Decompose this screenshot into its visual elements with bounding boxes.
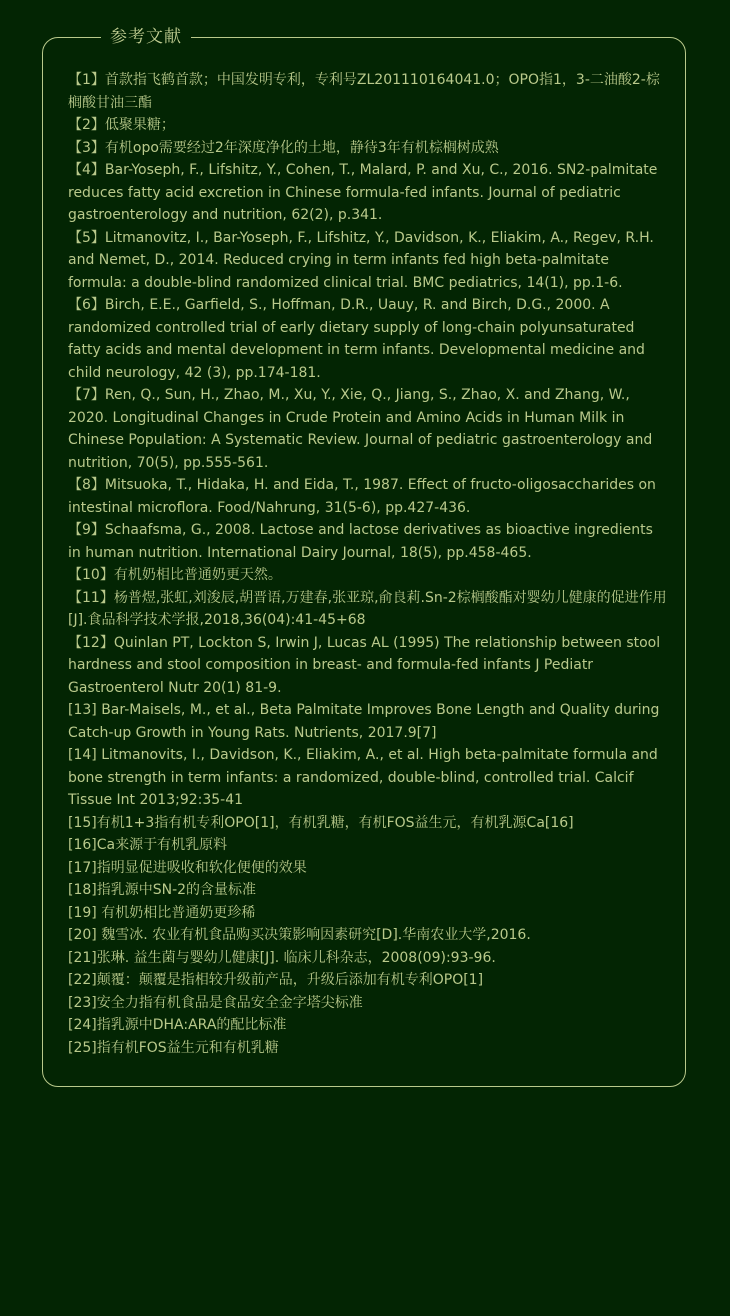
reference-item-2: 【2】低聚果糖； [68, 117, 175, 133]
reference-item-23: [23]安全力指有机食品是食品安全金字塔尖标准 [68, 994, 363, 1011]
reference-item-8: 【8】Mitsuoka, T., Hidaka, H. and Eida, T., 1987. Effect of fructo‐oligosaccharides on intestinal microflora. Food/Nahrung, 31(5‐6), pp.427-436. [68, 477, 656, 516]
reference-item-11: 【11】杨普煜,张虹,刘浚辰,胡晋语,万建春,张亚琼,俞良莉.Sn-2棕榈酸酯对婴幼儿健康的促进作用[J].食品科学技术学报,2018,36(04):41-45+68 [68, 589, 667, 628]
reference-item-15: [15]有机1+3指有机专利OPO[1]，有机乳糖，有机FOS益生元，有机乳源Ca[16] [68, 814, 574, 831]
reference-item-7: 【7】Ren, Q., Sun, H., Zhao, M., Xu, Y., Xie, Q., Jiang, S., Zhao, X. and Zhang, W., 2020. Longitudinal Changes in Crude Protein and Amino Acids in Human Milk in Chinese Population: A Systematic Review. Journal of pediatric gastroenterology and nutrition, 70(5), pp.555-561. [68, 387, 653, 471]
reference-item-19: [19] 有机奶相比普通奶更珍稀 [68, 904, 256, 921]
reference-item-12: 【12】Quinlan PT, Lockton S, Irwin J, Lucas AL (1995) The relationship between stool hardness and stool composition in breast- and formula-fed infants J Pediatr Gastroenterol Nutr 20(1) 81-9. [68, 634, 661, 696]
reference-item-4: 【4】Bar-Yoseph, F., Lifshitz, Y., Cohen, T., Malard, P. and Xu, C., 2016. SN2-palmitate reduces fatty acid excretion in Chinese formula-fed infants. Journal of pediatric gastroenterology and nutrition, 62(2), p.341. [68, 162, 658, 223]
reference-item-3: 【3】有机opo需要经过2年深度净化的土地，静待3年有机棕榈树成熟 [68, 139, 499, 156]
reference-item-10: 【10】有机奶相比普通奶更天然。 [68, 567, 282, 583]
reference-item-21: [21]张琳. 益生菌与婴幼儿健康[J]. 临床儿科杂志，2008(09):93-96. [68, 949, 496, 966]
section-title: 参考文献 [101, 25, 191, 49]
reference-item-17: [17]指明显促进吸收和软化便便的效果 [68, 859, 307, 876]
reference-item-18: [18]指乳源中SN-2的含量标准 [68, 882, 257, 898]
reference-list [68, 69, 668, 1059]
references-card [42, 27, 686, 1087]
reference-item-1: 【1】首款指飞鹤首款；中国发明专利，专利号ZL201110164041.0；OPO指1，3-二油酸2-棕榈酸甘油三酯 [68, 72, 660, 111]
reference-item-25: [25]指有机FOS益生元和有机乳糖 [68, 1039, 279, 1056]
reference-item-14: [14] Litmanovits, I., Davidson, K., Eliakim, A., et al. High beta-palmitate formula and bone strength in term infants: a randomized, double-blind, controlled trial. Calcif Tissue Int 2013;92:35-41 [68, 747, 658, 808]
reference-item-13: [13] Bar-Maisels, M., et al., Beta Palmitate Improves Bone Length and Quality during Catch-up Growth in Young Rats. Nutrients, 2017.9[7] [68, 702, 660, 741]
reference-item-24: [24]指乳源中DHA:ARA的配比标准 [68, 1017, 287, 1033]
reference-item-6: 【6】Birch, E.E., Garfield, S., Hoffman, D.R., Uauy, R. and Birch, D.G., 2000. A randomized controlled trial of early dietary supply of long-chain polyunsaturated fatty acids and mental development in term infants. Developmental medicine and child neurology, 42 (3), pp.174-181. [68, 297, 645, 381]
reference-item-22: [22]颠覆：颠覆是指相较升级前产品，升级后添加有机专利OPO[1] [68, 972, 484, 988]
reference-item-9: 【9】Schaafsma, G., 2008. Lactose and lactose derivatives as bioactive ingredients in human nutrition. International Dairy Journal, 18(5), pp.458-465. [68, 522, 653, 561]
reference-item-5: 【5】Litmanovitz, I., Bar-Yoseph, F., Lifshitz, Y., Davidson, K., Eliakim, A., Regev, R.H. and Nemet, D., 2014. Reduced crying in term infants fed high beta-palmitate formula: a double-blind randomized clinical trial. BMC pediatrics, 14(1), pp.1-6. [68, 229, 654, 291]
reference-item-16: [16]Ca来源于有机乳原料 [68, 837, 228, 853]
reference-item-20: [20] 魏雪冰. 农业有机食品购买决策影响因素研究[D].华南农业大学,2016. [68, 927, 531, 943]
